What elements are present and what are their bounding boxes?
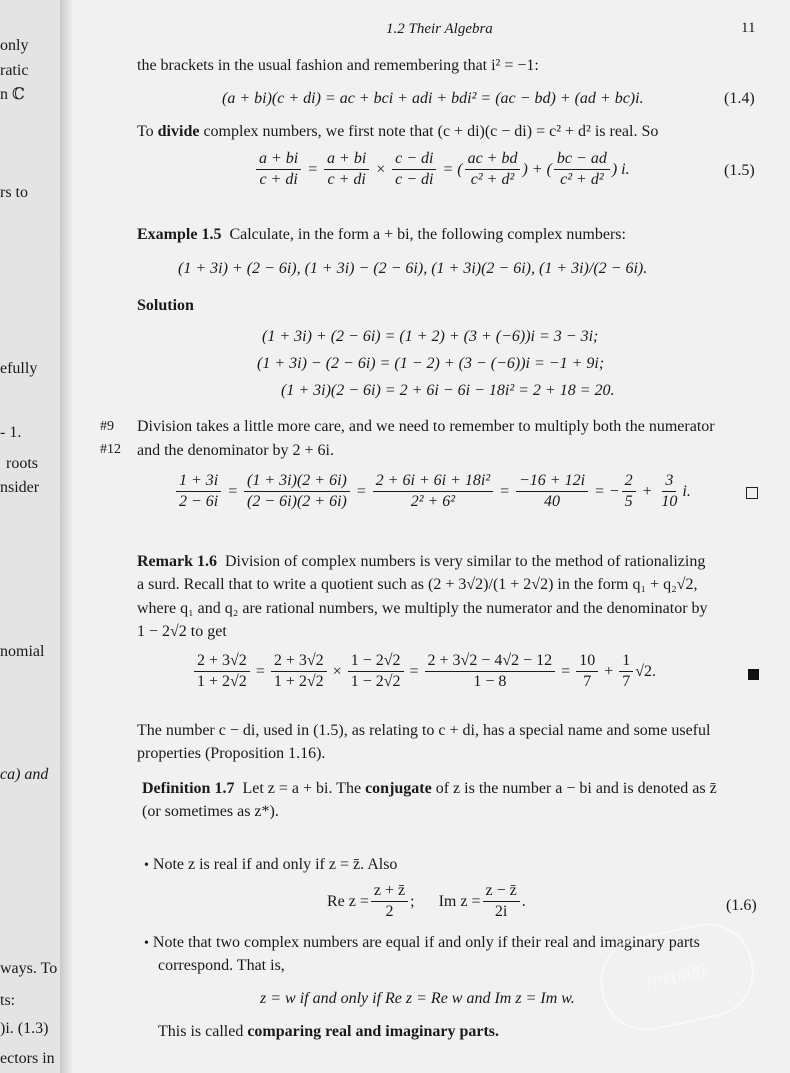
remark-1-6: Remark 1.6 Division of complex numbers is very similar to the method of rationalizing [137,553,706,570]
re-im-equation: Re z = $\frac{z + z̄}{2}$ ; Im z = $\frac{z - z̄}{2i}$ . [327,882,526,920]
running-header: 1.2 Their Algebra [386,21,493,37]
left-facing-page [0,0,66,1073]
equation-1-4: (a + bi)(c + di) = ac + bci + adi + bdi² = (ac − bd) + (ad + bc)i. [222,90,644,107]
bullet-line: correspond. That is, [158,957,285,974]
end-of-example-box [746,486,758,504]
division-text: Division takes a little more care, and we need to remember to multiply both the numerator [137,418,715,435]
end-of-remark-square [748,667,759,685]
bullet-note-equality: • Note that two complex numbers are equal if and only if their real and imaginary parts [144,934,700,951]
left-page-fragment: roots [6,455,38,472]
remark-text: where q₁ and q₂ are rational numbers, we multiply the numerator and the denominator by [137,600,708,617]
left-page-fragment: n ℂ [0,86,25,103]
remark-text: a surd. Recall that to write a quotient such as (2 + 3√2)/(1 + 2√2) in the form q₁ + q₂√2, [137,576,698,593]
solution-line: (1 + 3i)(2 − 6i) = 2 + 6i − 6i − 18i² = 2 + 18 = 20. [281,382,615,399]
left-page-fragment: ratic [0,62,29,79]
divide-paragraph: To divide complex numbers, we first note that (c + di)(c − di) = c² + d² is real. So [137,123,659,140]
closing-line: This is called comparing real and imaginary parts. [158,1023,500,1040]
remark-text: 1 − 2√2 to get [137,623,227,640]
left-page-fragment: ectors in [0,1050,55,1067]
solution-heading: Solution [137,297,194,314]
left-page-fragment: only [0,37,29,54]
left-page-fragment: ways. To [0,960,58,977]
book-gutter [60,0,74,1073]
equality-equation: z = w if and only if Re z = Re w and Im z = Im w. [260,990,575,1007]
bullet-note-real: • Note z is real if and only if z = z̄. Also [144,856,398,873]
margin-note: #12 [100,442,121,457]
division-equation: $\frac{1 + 3i}{2 - 6i}$ = $\frac{(1 + 3i)(2 + 6i)}{(2 - 6i)(2 + 6i)}$ = $\frac{\text{2 + 6i + 6i + 18i²}}{\text{2² + 6²}}$ = $\frac{-16 + 12i}{40}$ = − $\frac{2}{5}$ + $\frac{3}{10}$ i. [174,472,691,511]
left-page-fragment: efully [0,360,38,377]
left-page-fragment: - 1. [0,424,22,441]
equation-number: (1.6) [726,897,757,914]
book-page [74,0,790,1073]
example-items: (1 + 3i) + (2 − 6i), (1 + 3i) − (2 − 6i), (1 + 3i)(2 − 6i), (1 + 3i)/(2 − 6i). [178,260,648,277]
left-page-fragment: ts: [0,992,16,1009]
watermark-stamp: 中商原版 [592,915,762,1039]
intro-line: the brackets in the usual fashion and remembering that i² = −1: [137,57,539,74]
equation-number: (1.4) [724,90,755,107]
left-page-fragment: ca) and [0,766,49,783]
conjugate-intro: The number c − di, used in (1.5), as relating to c + di, has a special name and some useful [137,722,711,739]
equation-1-5: $\frac{a + bi}{c + di}$ = $\frac{a + bi}{c + di}$ × $\frac{c - di}{c - di}$ = ( $\frac{ac + bd}{\text{c² + d²}}$ ) + ( $\frac{bc - ad}{\text{c² + d²}}$ ) i. [254,150,630,189]
solution-line: (1 + 3i) + (2 − 6i) = (1 + 2) + (3 + (−6))i = 3 − 3i; [262,328,599,345]
margin-note: #9 [100,419,114,434]
definition-1-7: Definition 1.7 Let z = a + bi. The conjugate of z is the number a − bi and is denoted as z̄ [142,780,717,797]
left-page-fragment: )i. (1.3) [0,1020,49,1037]
solution-line: (1 + 3i) − (2 − 6i) = (1 − 2) + (3 − (−6))i = −1 + 9i; [257,355,605,372]
equation-number: (1.5) [724,162,755,179]
left-page-fragment: nomial [0,643,45,660]
page-number: 11 [741,20,756,36]
definition-line: (or sometimes as z*). [142,803,279,820]
conjugate-intro: properties (Proposition 1.16). [137,745,326,762]
division-text: and the denominator by 2 + 6i. [137,442,334,459]
remark-equation: $\frac{2 + 3√2}{1 + 2√2}$ = $\frac{2 + 3√2}{1 + 2√2}$ × $\frac{1 - 2√2}{1 - 2√2}$ = $\frac{2 + 3√2 - 4√2 - 12}{1 - 8}$ = $\frac{10}{7}$ + $\frac{1}{7}$ √2. [192,652,656,691]
left-page-fragment: rs to [0,184,28,201]
example-1-5: Example 1.5 Calculate, in the form a + bi, the following complex numbers: [137,226,626,243]
left-page-fragment: nsider [0,479,40,496]
